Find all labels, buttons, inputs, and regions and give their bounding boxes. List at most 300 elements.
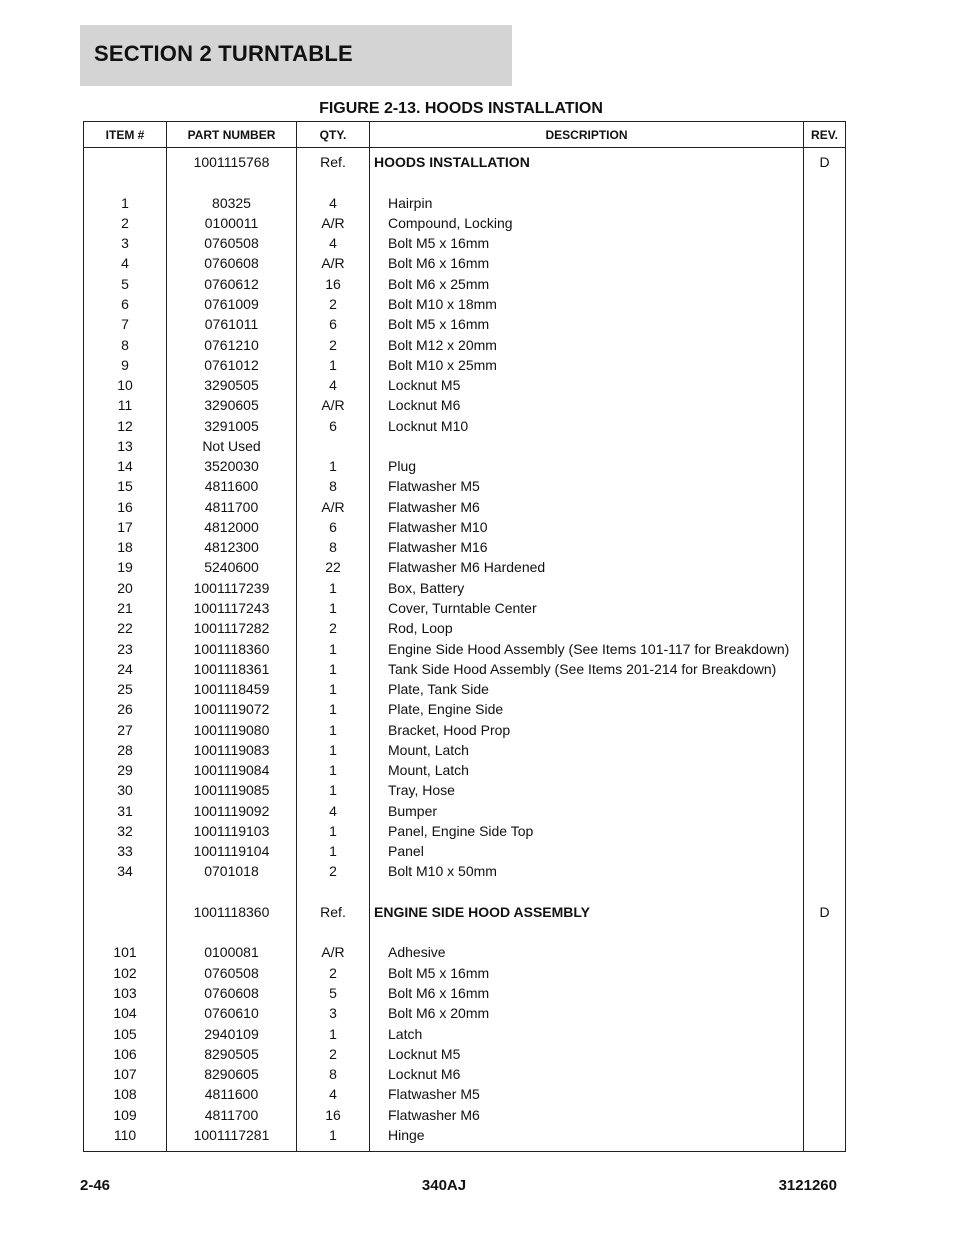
revision-cell: [804, 213, 846, 233]
part-number-cell: 0760612: [167, 274, 297, 294]
quantity-cell: 2: [297, 861, 370, 881]
item-number-cell: 106: [84, 1044, 167, 1064]
part-number-cell: 0760508: [167, 233, 297, 253]
column-header-description: DESCRIPTION: [370, 122, 804, 148]
revision-cell: [804, 638, 846, 658]
table-row: [84, 436, 846, 456]
description-cell: Hairpin: [370, 193, 804, 213]
quantity-cell: 5: [297, 983, 370, 1003]
part-number-cell: 1001118361: [167, 659, 297, 679]
column-header-item: ITEM #: [84, 122, 167, 148]
table-row: [84, 740, 846, 760]
part-number-cell: 4811700: [167, 1104, 297, 1124]
table-row: [84, 679, 846, 699]
revision-cell: [804, 618, 846, 638]
item-number-cell: 104: [84, 1003, 167, 1023]
item-number-cell: [84, 882, 167, 902]
description-cell: Bolt M6 x 16mm: [370, 253, 804, 273]
table-row: [84, 314, 846, 334]
table-row: [84, 942, 846, 962]
revision-cell: [804, 1084, 846, 1104]
description-cell: ENGINE SIDE HOOD ASSEMBLY: [370, 902, 804, 922]
part-number-cell: 8290605: [167, 1064, 297, 1084]
part-number-cell: 8290505: [167, 1044, 297, 1064]
part-number-cell: 1001119072: [167, 699, 297, 719]
revision-cell: [804, 456, 846, 476]
revision-cell: [804, 740, 846, 760]
description-cell: Hinge: [370, 1125, 804, 1152]
table-row: [84, 922, 846, 942]
quantity-cell: 1: [297, 1125, 370, 1152]
model-number: 340AJ: [421, 1177, 467, 1194]
item-number-cell: 105: [84, 1023, 167, 1043]
item-number-cell: 4: [84, 253, 167, 273]
quantity-cell: 1: [297, 780, 370, 800]
table-row: [84, 841, 846, 861]
table-row: [84, 983, 846, 1003]
part-number-cell: 2940109: [167, 1023, 297, 1043]
revision-cell: [804, 1003, 846, 1023]
description-cell: Flatwasher M6 Hardened: [370, 557, 804, 577]
part-number-cell: 1001119084: [167, 760, 297, 780]
part-number-cell: 1001118360: [167, 638, 297, 658]
part-number-cell: 1001119083: [167, 740, 297, 760]
part-number-cell: 0761012: [167, 355, 297, 375]
description-cell: Bolt M6 x 20mm: [370, 1003, 804, 1023]
description-cell: Panel: [370, 841, 804, 861]
table-row: [84, 861, 846, 881]
part-number-cell: 1001118360: [167, 902, 297, 922]
quantity-cell: 4: [297, 375, 370, 395]
table-row: [84, 1044, 846, 1064]
part-number-cell: 1001117243: [167, 598, 297, 618]
table-row: [84, 719, 846, 739]
item-number-cell: [84, 902, 167, 922]
item-number-cell: 101: [84, 942, 167, 962]
item-number-cell: 12: [84, 415, 167, 435]
section-banner: [80, 25, 512, 86]
quantity-cell: 4: [297, 233, 370, 253]
description-cell: Tray, Hose: [370, 780, 804, 800]
item-number-cell: 34: [84, 861, 167, 881]
quantity-cell: 1: [297, 760, 370, 780]
item-number-cell: 103: [84, 983, 167, 1003]
description-cell: Plate, Tank Side: [370, 679, 804, 699]
quantity-cell: Ref.: [297, 902, 370, 922]
table-row: [84, 456, 846, 476]
description-cell: Flatwasher M5: [370, 1084, 804, 1104]
quantity-cell: 4: [297, 801, 370, 821]
revision-cell: [804, 780, 846, 800]
quantity-cell: A/R: [297, 497, 370, 517]
description-cell: Bolt M12 x 20mm: [370, 334, 804, 354]
part-number-cell: 1001119085: [167, 780, 297, 800]
description-cell: Engine Side Hood Assembly (See Items 101-117 for Breakdown): [370, 638, 804, 658]
quantity-cell: 1: [297, 355, 370, 375]
item-number-cell: 17: [84, 517, 167, 537]
item-number-cell: 3: [84, 233, 167, 253]
item-number-cell: [84, 172, 167, 192]
quantity-cell: 2: [297, 1044, 370, 1064]
table-row: [84, 659, 846, 679]
quantity-cell: A/R: [297, 253, 370, 273]
item-number-cell: 27: [84, 719, 167, 739]
item-number-cell: 21: [84, 598, 167, 618]
description-cell: Locknut M6: [370, 1064, 804, 1084]
quantity-cell: 1: [297, 719, 370, 739]
quantity-cell: 1: [297, 598, 370, 618]
item-number-cell: 16: [84, 497, 167, 517]
part-number-cell: 0760610: [167, 1003, 297, 1023]
revision-cell: [804, 598, 846, 618]
part-number-cell: 1001118459: [167, 679, 297, 699]
description-cell: Bolt M6 x 25mm: [370, 274, 804, 294]
quantity-cell: 3: [297, 1003, 370, 1023]
item-number-cell: 110: [84, 1125, 167, 1152]
item-number-cell: 2: [84, 213, 167, 233]
description-cell: Locknut M6: [370, 395, 804, 415]
item-number-cell: 6: [84, 294, 167, 314]
table-row: [84, 253, 846, 273]
revision-cell: [804, 1125, 846, 1152]
revision-cell: [804, 1023, 846, 1043]
revision-cell: [804, 699, 846, 719]
quantity-cell: 8: [297, 537, 370, 557]
table-row: [84, 213, 846, 233]
item-number-cell: 1: [84, 193, 167, 213]
quantity-cell: [297, 172, 370, 192]
description-cell: Flatwasher M16: [370, 537, 804, 557]
revision-cell: [804, 436, 846, 456]
description-cell: Latch: [370, 1023, 804, 1043]
figure-title: FIGURE 2-13. HOODS INSTALLATION: [319, 100, 603, 117]
part-number-cell: 3520030: [167, 456, 297, 476]
description-cell: Adhesive: [370, 942, 804, 962]
part-number-cell: [167, 882, 297, 902]
table-row: [84, 294, 846, 314]
item-number-cell: 13: [84, 436, 167, 456]
section-title: SECTION 2 TURNTABLE: [94, 41, 353, 66]
table-row: [84, 193, 846, 213]
table-row: [84, 902, 846, 922]
description-cell: Bracket, Hood Prop: [370, 719, 804, 739]
revision-cell: [804, 314, 846, 334]
description-cell: Tank Side Hood Assembly (See Items 201-214 for Breakdown): [370, 659, 804, 679]
item-number-cell: 11: [84, 395, 167, 415]
quantity-cell: 1: [297, 1023, 370, 1043]
description-cell: Mount, Latch: [370, 740, 804, 760]
description-cell: Rod, Loop: [370, 618, 804, 638]
table-row: [84, 476, 846, 496]
table-row: [84, 1023, 846, 1043]
item-number-cell: 20: [84, 578, 167, 598]
quantity-cell: 1: [297, 578, 370, 598]
table-row: [84, 1084, 846, 1104]
item-number-cell: 18: [84, 537, 167, 557]
table-row: [84, 375, 846, 395]
table-row: [84, 1125, 846, 1152]
quantity-cell: 2: [297, 963, 370, 983]
item-number-cell: 9: [84, 355, 167, 375]
quantity-cell: 1: [297, 841, 370, 861]
part-number-cell: 4812300: [167, 537, 297, 557]
part-number-cell: 0100081: [167, 942, 297, 962]
item-number-cell: 109: [84, 1104, 167, 1124]
quantity-cell: 8: [297, 476, 370, 496]
part-number-cell: 5240600: [167, 557, 297, 577]
quantity-cell: 4: [297, 193, 370, 213]
description-cell: Bolt M10 x 18mm: [370, 294, 804, 314]
table-row: [84, 882, 846, 902]
description-cell: [370, 922, 804, 942]
quantity-cell: 2: [297, 294, 370, 314]
revision-cell: [804, 760, 846, 780]
item-number-cell: 30: [84, 780, 167, 800]
quantity-cell: 1: [297, 740, 370, 760]
description-cell: HOODS INSTALLATION: [370, 148, 804, 173]
quantity-cell: 1: [297, 821, 370, 841]
revision-cell: [804, 557, 846, 577]
quantity-cell: 2: [297, 618, 370, 638]
revision-cell: [804, 375, 846, 395]
part-number-cell: 3290505: [167, 375, 297, 395]
part-number-cell: 1001119104: [167, 841, 297, 861]
revision-cell: [804, 861, 846, 881]
quantity-cell: 8: [297, 1064, 370, 1084]
quantity-cell: A/R: [297, 395, 370, 415]
description-cell: Locknut M5: [370, 1044, 804, 1064]
quantity-cell: [297, 436, 370, 456]
item-number-cell: 26: [84, 699, 167, 719]
description-cell: Flatwasher M10: [370, 517, 804, 537]
description-cell: Bolt M10 x 25mm: [370, 355, 804, 375]
column-header-part-number: PART NUMBER: [167, 122, 297, 148]
description-cell: [370, 172, 804, 192]
part-number-cell: 1001117282: [167, 618, 297, 638]
item-number-cell: [84, 922, 167, 942]
description-cell: [370, 436, 804, 456]
quantity-cell: A/R: [297, 213, 370, 233]
item-number-cell: [84, 148, 167, 173]
revision-cell: D: [804, 902, 846, 922]
part-number-cell: 4812000: [167, 517, 297, 537]
table-row: [84, 963, 846, 983]
description-cell: Panel, Engine Side Top: [370, 821, 804, 841]
revision-cell: [804, 659, 846, 679]
table-row: [84, 1064, 846, 1084]
table-row: [84, 274, 846, 294]
quantity-cell: 1: [297, 456, 370, 476]
part-number-cell: 80325: [167, 193, 297, 213]
revision-cell: [804, 517, 846, 537]
table-row: [84, 801, 846, 821]
table-row: [84, 699, 846, 719]
quantity-cell: 22: [297, 557, 370, 577]
description-cell: Bolt M5 x 16mm: [370, 963, 804, 983]
revision-cell: [804, 497, 846, 517]
quantity-cell: 4: [297, 1084, 370, 1104]
part-number-cell: 4811600: [167, 1084, 297, 1104]
parts-table-body: [84, 148, 846, 1152]
item-number-cell: 25: [84, 679, 167, 699]
quantity-cell: [297, 922, 370, 942]
part-number-cell: 0761210: [167, 334, 297, 354]
part-number-cell: 0760608: [167, 253, 297, 273]
part-number-cell: Not Used: [167, 436, 297, 456]
part-number-cell: 4811700: [167, 497, 297, 517]
part-number-cell: 3291005: [167, 415, 297, 435]
description-cell: Plug: [370, 456, 804, 476]
table-row: [84, 497, 846, 517]
item-number-cell: 22: [84, 618, 167, 638]
table-row: [84, 578, 846, 598]
quantity-cell: 1: [297, 638, 370, 658]
table-row: [84, 334, 846, 354]
quantity-cell: 2: [297, 334, 370, 354]
description-cell: Bolt M6 x 16mm: [370, 983, 804, 1003]
item-number-cell: 24: [84, 659, 167, 679]
part-number-cell: [167, 922, 297, 942]
item-number-cell: 10: [84, 375, 167, 395]
revision-cell: [804, 841, 846, 861]
item-number-cell: 107: [84, 1064, 167, 1084]
table-row: [84, 355, 846, 375]
quantity-cell: Ref.: [297, 148, 370, 173]
table-row: [84, 1003, 846, 1023]
table-row: [84, 821, 846, 841]
table-row: [84, 760, 846, 780]
item-number-cell: 28: [84, 740, 167, 760]
part-number-cell: 0100011: [167, 213, 297, 233]
table-row: [84, 395, 846, 415]
part-number-cell: 4811600: [167, 476, 297, 496]
description-cell: Cover, Turntable Center: [370, 598, 804, 618]
table-row: [84, 233, 846, 253]
revision-cell: [804, 415, 846, 435]
description-cell: Box, Battery: [370, 578, 804, 598]
item-number-cell: 19: [84, 557, 167, 577]
part-number-cell: 0761009: [167, 294, 297, 314]
revision-cell: [804, 1044, 846, 1064]
quantity-cell: A/R: [297, 942, 370, 962]
description-cell: Bolt M10 x 50mm: [370, 861, 804, 881]
quantity-cell: 16: [297, 274, 370, 294]
quantity-cell: 16: [297, 1104, 370, 1124]
revision-cell: [804, 172, 846, 192]
part-number-cell: 0760608: [167, 983, 297, 1003]
description-cell: Locknut M5: [370, 375, 804, 395]
table-row: [84, 638, 846, 658]
revision-cell: [804, 1104, 846, 1124]
table-row: [84, 780, 846, 800]
part-number-cell: 1001115768: [167, 148, 297, 173]
revision-cell: [804, 963, 846, 983]
revision-cell: [804, 193, 846, 213]
part-number-cell: 1001119103: [167, 821, 297, 841]
description-cell: Flatwasher M6: [370, 497, 804, 517]
item-number-cell: 7: [84, 314, 167, 334]
revision-cell: [804, 821, 846, 841]
revision-cell: D: [804, 148, 846, 173]
page-number: 2-46: [80, 1177, 111, 1194]
item-number-cell: 23: [84, 638, 167, 658]
revision-cell: [804, 355, 846, 375]
revision-cell: [804, 801, 846, 821]
quantity-cell: 1: [297, 699, 370, 719]
part-number-cell: 1001117239: [167, 578, 297, 598]
quantity-cell: 6: [297, 415, 370, 435]
description-cell: Flatwasher M5: [370, 476, 804, 496]
revision-cell: [804, 233, 846, 253]
table-row: [84, 172, 846, 192]
revision-cell: [804, 1064, 846, 1084]
revision-cell: [804, 395, 846, 415]
part-number-cell: 1001119092: [167, 801, 297, 821]
part-number-cell: 0761011: [167, 314, 297, 334]
revision-cell: [804, 922, 846, 942]
table-header-row: [84, 122, 846, 148]
revision-cell: [804, 882, 846, 902]
table-row: [84, 148, 846, 173]
table-row: [84, 618, 846, 638]
item-number-cell: 32: [84, 821, 167, 841]
revision-cell: [804, 578, 846, 598]
description-cell: [370, 882, 804, 902]
column-header-qty: QTY.: [297, 122, 370, 148]
item-number-cell: 31: [84, 801, 167, 821]
revision-cell: [804, 942, 846, 962]
item-number-cell: 108: [84, 1084, 167, 1104]
column-header-rev: REV.: [804, 122, 846, 148]
part-number-cell: [167, 172, 297, 192]
item-number-cell: 5: [84, 274, 167, 294]
revision-cell: [804, 537, 846, 557]
description-cell: Bumper: [370, 801, 804, 821]
table-row: [84, 537, 846, 557]
revision-cell: [804, 719, 846, 739]
part-number-cell: 3290605: [167, 395, 297, 415]
quantity-cell: 1: [297, 659, 370, 679]
item-number-cell: 15: [84, 476, 167, 496]
document-number: 3121260: [778, 1177, 837, 1194]
quantity-cell: 1: [297, 679, 370, 699]
item-number-cell: 14: [84, 456, 167, 476]
parts-table: [83, 121, 846, 1152]
quantity-cell: 6: [297, 314, 370, 334]
revision-cell: [804, 679, 846, 699]
revision-cell: [804, 274, 846, 294]
description-cell: Bolt M5 x 16mm: [370, 233, 804, 253]
item-number-cell: 33: [84, 841, 167, 861]
item-number-cell: 102: [84, 963, 167, 983]
description-cell: Bolt M5 x 16mm: [370, 314, 804, 334]
quantity-cell: [297, 882, 370, 902]
part-number-cell: 0701018: [167, 861, 297, 881]
table-row: [84, 557, 846, 577]
table-row: [84, 1104, 846, 1124]
item-number-cell: 29: [84, 760, 167, 780]
description-cell: Locknut M10: [370, 415, 804, 435]
revision-cell: [804, 253, 846, 273]
part-number-cell: 0760508: [167, 963, 297, 983]
revision-cell: [804, 294, 846, 314]
table-row: [84, 415, 846, 435]
revision-cell: [804, 476, 846, 496]
quantity-cell: 6: [297, 517, 370, 537]
item-number-cell: 8: [84, 334, 167, 354]
description-cell: Mount, Latch: [370, 760, 804, 780]
part-number-cell: 1001117281: [167, 1125, 297, 1152]
